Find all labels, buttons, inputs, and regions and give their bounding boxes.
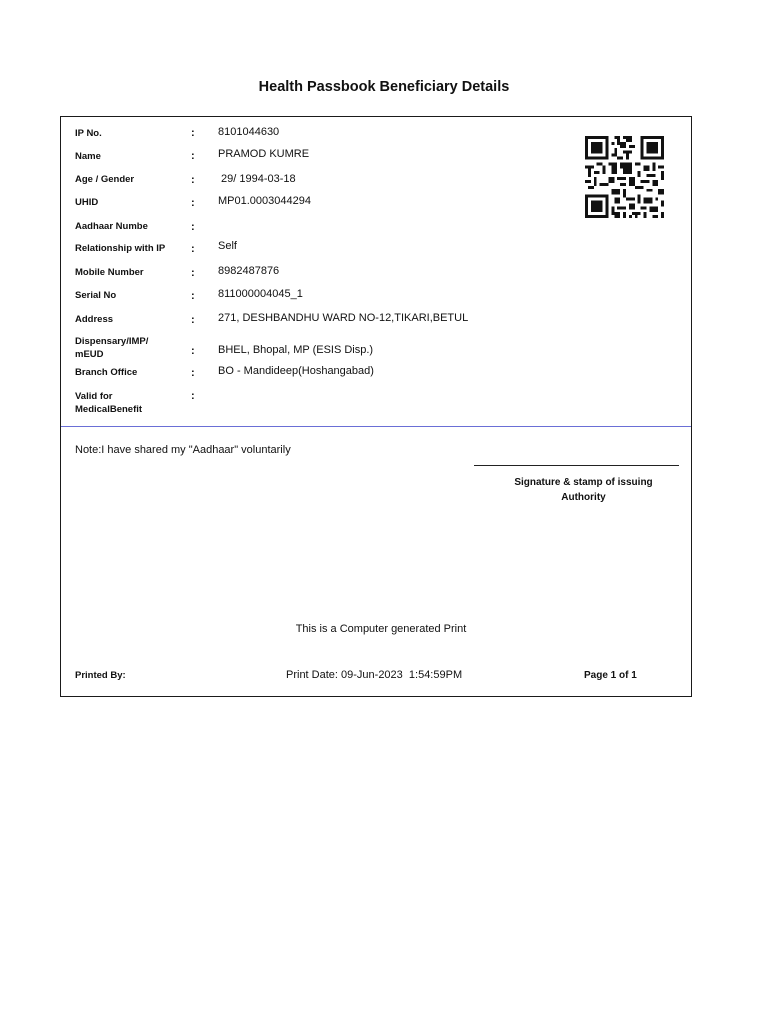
field-value: BHEL, Bhopal, MP (ESIS Disp.) — [218, 344, 374, 356]
print-date: Print Date: 09-Jun-2023 1:54:59PM — [286, 669, 463, 681]
field-colon: : — [191, 390, 195, 402]
field-value: 271, DESHBANDHU WARD NO-12,TIKARI,BETUL — [218, 312, 469, 324]
section-divider — [61, 426, 691, 427]
field-label: IP No. — [75, 128, 102, 139]
field-value: 29/ 1994-03-18 — [218, 173, 296, 185]
field-label: Dispensary/IMP/ mEUD — [75, 336, 149, 360]
field-label: Branch Office — [75, 367, 138, 378]
field-colon: : — [191, 314, 195, 326]
field-label: Valid for MedicalBenefit — [75, 391, 143, 415]
field-label: Relationship with IP — [75, 243, 166, 254]
field-label: Mobile Number — [75, 267, 144, 278]
details-box — [60, 116, 692, 697]
printed-by-label: Printed By: — [75, 670, 126, 681]
field-value: 8101044630 — [218, 126, 280, 138]
field-colon: : — [191, 290, 195, 302]
field-label: UHID — [75, 197, 99, 208]
page-title: Health Passbook Beneficiary Details — [258, 79, 510, 95]
field-label: Serial No — [75, 290, 117, 301]
field-value: MP01.0003044294 — [218, 195, 311, 207]
field-value: 811000004045_1 — [218, 288, 303, 300]
field-label: Address — [75, 314, 114, 325]
field-label: Name — [75, 151, 101, 162]
field-value: Self — [218, 240, 237, 252]
field-label: Aadhaar Numbe — [75, 221, 148, 232]
qr-code-icon — [585, 136, 667, 221]
signature-label: Signature & stamp of issuing Authority — [514, 477, 653, 503]
field-value: PRAMOD KUMRE — [218, 148, 310, 160]
field-colon: : — [191, 267, 195, 279]
field-colon: : — [191, 197, 195, 209]
field-colon: : — [191, 243, 195, 255]
field-colon: : — [191, 150, 195, 162]
field-value: BO - Mandideep(Hoshangabad) — [218, 365, 374, 377]
field-colon: : — [191, 345, 195, 357]
aadhaar-note: Note:I have shared my "Aadhaar" voluntarily — [75, 444, 291, 456]
field-colon: : — [191, 221, 195, 233]
signature-line — [474, 465, 679, 466]
field-label: Age / Gender — [75, 174, 135, 185]
field-colon: : — [191, 367, 195, 379]
page-number: Page 1 of 1 — [584, 670, 637, 681]
field-colon: : — [191, 127, 195, 139]
computer-generated-text: This is a Computer generated Print — [295, 623, 467, 635]
field-colon: : — [191, 174, 195, 186]
field-value: 8982487876 — [218, 265, 280, 277]
